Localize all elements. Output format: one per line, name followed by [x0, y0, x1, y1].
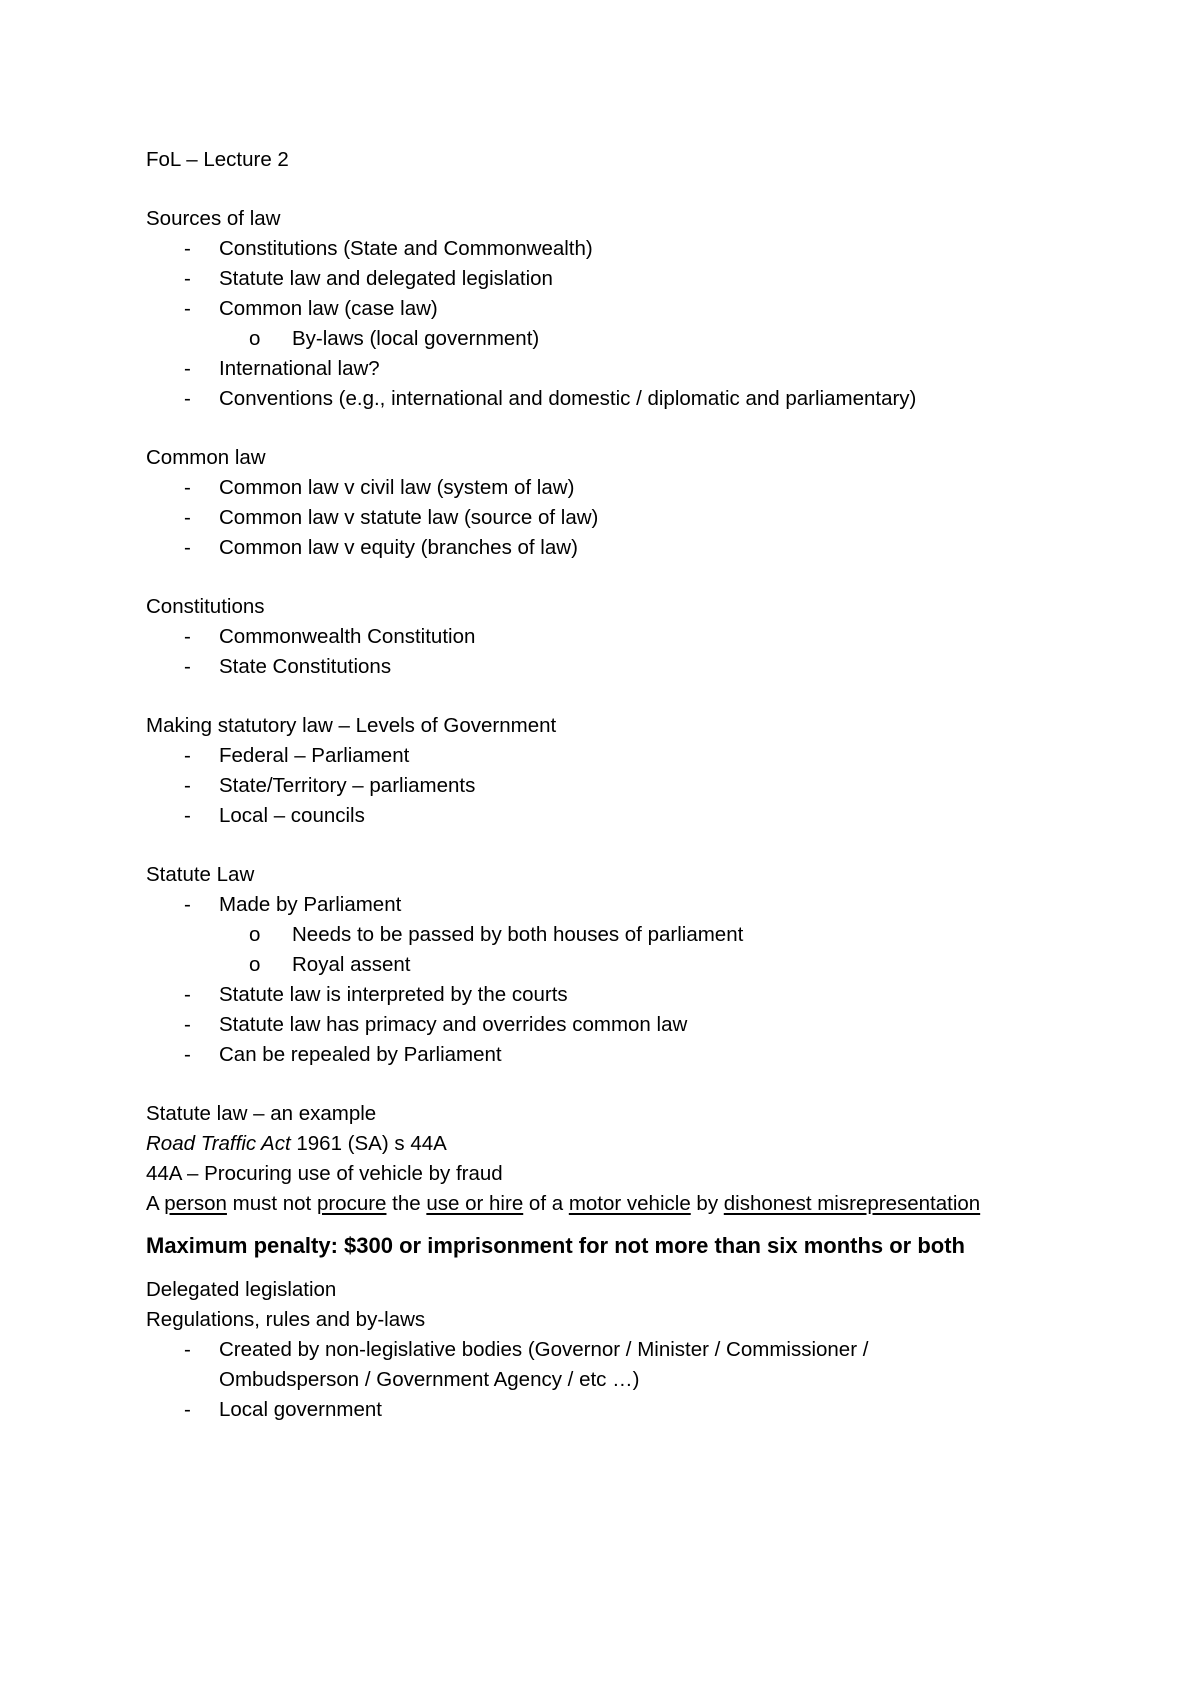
list-item: - Statute law is interpreted by the courts [146, 980, 1066, 1010]
dash-bullet: - [184, 983, 191, 1006]
dash-bullet: - [184, 804, 191, 827]
list-item: - Common law v civil law (system of law) [146, 473, 1066, 503]
dash-bullet: - [184, 506, 191, 529]
dash-bullet: - [184, 655, 191, 678]
levels-heading: Making statutory law – Levels of Government [146, 714, 557, 737]
dash-bullet: - [184, 625, 191, 648]
act-citation [146, 1129, 1066, 1159]
list-item: - Local government [146, 1395, 1066, 1425]
dash-bullet: - [184, 1338, 191, 1361]
document-title: FoL – Lecture 2 [146, 148, 289, 171]
section-title: 44A – Procuring use of vehicle by fraud [146, 1162, 503, 1185]
underlined-term: person [164, 1192, 227, 1215]
underlined-term: procure [316, 1192, 387, 1215]
sub-list-item: o By-laws (local government) [146, 324, 1066, 354]
dash-bullet: - [184, 476, 191, 499]
dash-bullet: - [184, 1398, 191, 1421]
list-item: - Statute law and delegated legislation [146, 264, 1066, 294]
list-item: - State Constitutions [146, 652, 1066, 682]
list-item: - Local – councils [146, 801, 1066, 831]
dash-bullet: - [184, 387, 191, 410]
underlined-term: motor vehicle [568, 1192, 691, 1215]
provision-text: A person must not procure the use or hire of a motor vehicle by dishonest misrepresentation [146, 1192, 981, 1215]
list-item: - Common law v statute law (source of law) [146, 503, 1066, 533]
circle-bullet: o [249, 953, 261, 976]
underlined-term: dishonest misrepresentation [723, 1192, 981, 1215]
dash-bullet: - [184, 357, 191, 380]
sub-list-item: o Royal assent [146, 950, 1066, 980]
list-item: - State/Territory – parliaments [146, 771, 1066, 801]
list-item: - Created by non-legislative bodies (Governor / Minister / Commissioner / Ombudsperson / Government Agency / etc …) [146, 1335, 979, 1395]
list-item: - Conventions (e.g., international and domestic / diplomatic and parliamentary) [146, 384, 1066, 414]
dash-bullet: - [184, 774, 191, 797]
dash-bullet: - [184, 267, 191, 290]
list-item: - Commonwealth Constitution [146, 622, 1066, 652]
delegated-heading: Delegated legislation [146, 1278, 337, 1301]
list-item: - Federal – Parliament [146, 741, 1066, 771]
dash-bullet: - [184, 893, 191, 916]
list-item: - Can be repealed by Parliament [146, 1040, 1066, 1070]
common-law-heading: Common law [146, 446, 266, 469]
dash-bullet: - [184, 1013, 191, 1036]
circle-bullet: o [249, 923, 261, 946]
dash-bullet: - [184, 536, 191, 559]
list-item: - Common law v equity (branches of law) [146, 533, 1066, 563]
dash-bullet: - [184, 297, 191, 320]
dash-bullet: - [184, 1043, 191, 1066]
sources-heading: Sources of law [146, 207, 281, 230]
sub-list-item: o Needs to be passed by both houses of parliament [146, 920, 1066, 950]
underlined-term: use or hire [426, 1192, 524, 1215]
list-item: - Constitutions (State and Commonwealth) [146, 234, 1066, 264]
circle-bullet: o [249, 327, 261, 350]
list-item: - Statute law has primacy and overrides common law [146, 1010, 1066, 1040]
list-item: - Common law (case law) [146, 294, 1066, 324]
statute-law-heading: Statute Law [146, 863, 255, 886]
document-page [146, 145, 1066, 1425]
act-name: Road Traffic Act [146, 1132, 291, 1155]
list-item: - International law? [146, 354, 1066, 384]
list-item: - Made by Parliament [146, 890, 1066, 920]
act-citation-rest: 1961 (SA) s 44A [290, 1132, 447, 1155]
dash-bullet: - [184, 237, 191, 260]
delegated-subheading: Regulations, rules and by-laws [146, 1308, 426, 1331]
maximum-penalty: Maximum penalty: $300 or imprisonment for not more than six months or both [146, 1233, 965, 1258]
constitutions-heading: Constitutions [146, 595, 265, 618]
dash-bullet: - [184, 744, 191, 767]
example-heading: Statute law – an example [146, 1102, 377, 1125]
